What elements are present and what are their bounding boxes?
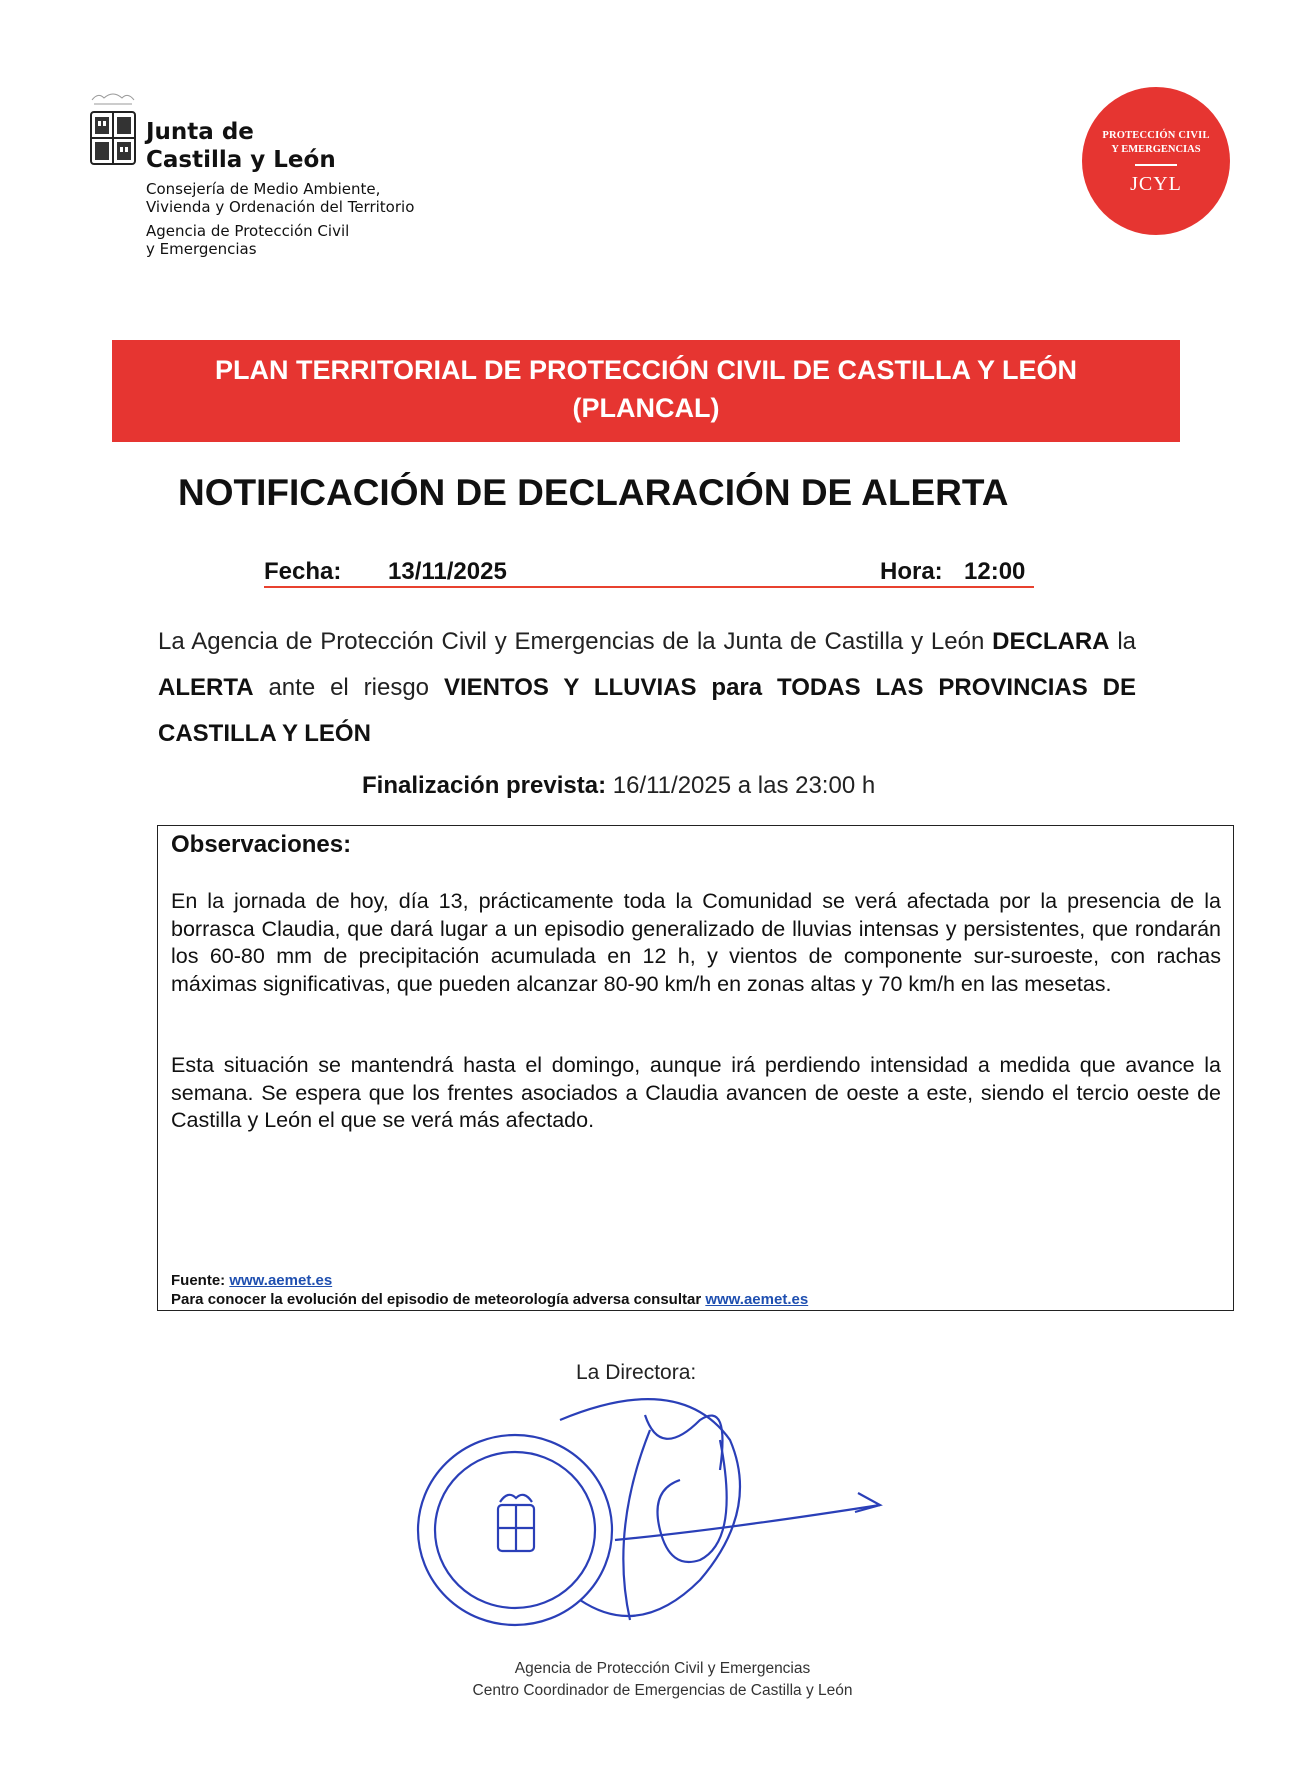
declaration-text-2: la: [1109, 628, 1136, 655]
declaration-text-3: ante el riesgo: [253, 674, 444, 701]
hora-value: 12:00: [964, 558, 1026, 585]
coat-of-arms-icon: [88, 90, 138, 170]
declaration-alerta: ALERTA: [158, 674, 254, 701]
hora-label: Hora:: [880, 558, 943, 585]
agencia-line2: y Emergencias: [146, 240, 257, 258]
fuente-link[interactable]: www.aemet.es: [229, 1272, 333, 1289]
finalizacion-label: Finalización prevista:: [362, 772, 607, 799]
consejeria-name: [146, 180, 506, 216]
observaciones-title: Observaciones:: [171, 831, 352, 858]
consulta-text: Para conocer la evolución del episodio de meteorología adversa consultar: [171, 1291, 706, 1308]
fuente-label: Fuente:: [171, 1272, 230, 1289]
observaciones-paragraph-1: En la jornada de hoy, día 13, prácticamente toda la Comunidad se verá afectada por la presencia de la borrasca Claudia, que dará lugar a un episodio generalizado de lluvias intensas y persistentes, que rondarán los 60-80 mm de precipitación acumulada en 12 h, y vientos de componente sur-suroeste, con rachas máximas significativas, que pueden alcanzar 80-90 km/h en zonas altas y 70 km/h en las mesetas.: [171, 889, 1221, 996]
signature-scribble: [560, 1399, 880, 1620]
consejeria-line2: Vivienda y Ordenación del Territorio: [146, 198, 415, 216]
declaration-riesgo: VIENTOS Y LLUVIAS para TODAS LAS PROVINCIAS DE CASTILLA Y LEÓN: [158, 674, 1137, 747]
seal-line1: PROTECCIÓN CIVIL: [1102, 130, 1210, 141]
seal-divider: [1135, 164, 1177, 166]
agencia-name: [146, 222, 506, 258]
banner-line2: (PLANCAL): [572, 393, 720, 423]
official-stamp-signature: [400, 1380, 900, 1650]
plan-banner: [112, 340, 1180, 442]
org-name-line1: Junta de: [146, 119, 254, 145]
stamp-seal: [418, 1435, 612, 1625]
declaration-text-1: La Agencia de Protección Civil y Emergencias de la Junta de Castilla y León: [158, 628, 993, 655]
finalizacion-value: 16/11/2025 a las 23:00 h: [606, 772, 876, 799]
footer-line1: Agencia de Protección Civil y Emergencias: [514, 1660, 811, 1677]
org-name-line2: Castilla y León: [146, 147, 336, 173]
proteccion-civil-seal: [1082, 87, 1230, 235]
page-title: NOTIFICACIÓN DE DECLARACIÓN DE ALERTA: [178, 472, 1009, 513]
observaciones-source: [171, 1271, 808, 1309]
consulta-link[interactable]: www.aemet.es: [705, 1291, 809, 1308]
finalizacion-line: [362, 772, 875, 800]
org-name: [146, 118, 336, 174]
observaciones-paragraph-2: Esta situación se mantendrá hasta el domingo, aunque irá perdiendo intensidad a medida que avance la semana. Se espera que los frentes asociados a Claudia avancen de oeste a este, siendo el tercio oeste de Castilla y León el que se verá más afectado.: [171, 1053, 1221, 1132]
consejeria-line1: Consejería de Medio Ambiente,: [146, 180, 381, 198]
date-underline: [264, 586, 1034, 588]
declaration-paragraph: [158, 619, 1136, 757]
fecha-value: 13/11/2025: [388, 558, 507, 585]
seal-line2: Y EMERGENCIAS: [1111, 144, 1201, 155]
seal-line3: JCYL: [1130, 173, 1182, 195]
date-row: [264, 558, 1034, 588]
agencia-line1: Agencia de Protección Civil: [146, 222, 350, 240]
declaration-declara: DECLARA: [992, 628, 1110, 655]
banner-line1: PLAN TERRITORIAL DE PROTECCIÓN CIVIL DE CASTILLA Y LEÓN: [214, 355, 1078, 385]
footer-line2: Centro Coordinador de Emergencias de Castilla y León: [472, 1682, 853, 1699]
observaciones-box: [157, 825, 1234, 1311]
fecha-label: Fecha:: [264, 558, 342, 585]
directora-label: La Directora:: [576, 1361, 697, 1384]
